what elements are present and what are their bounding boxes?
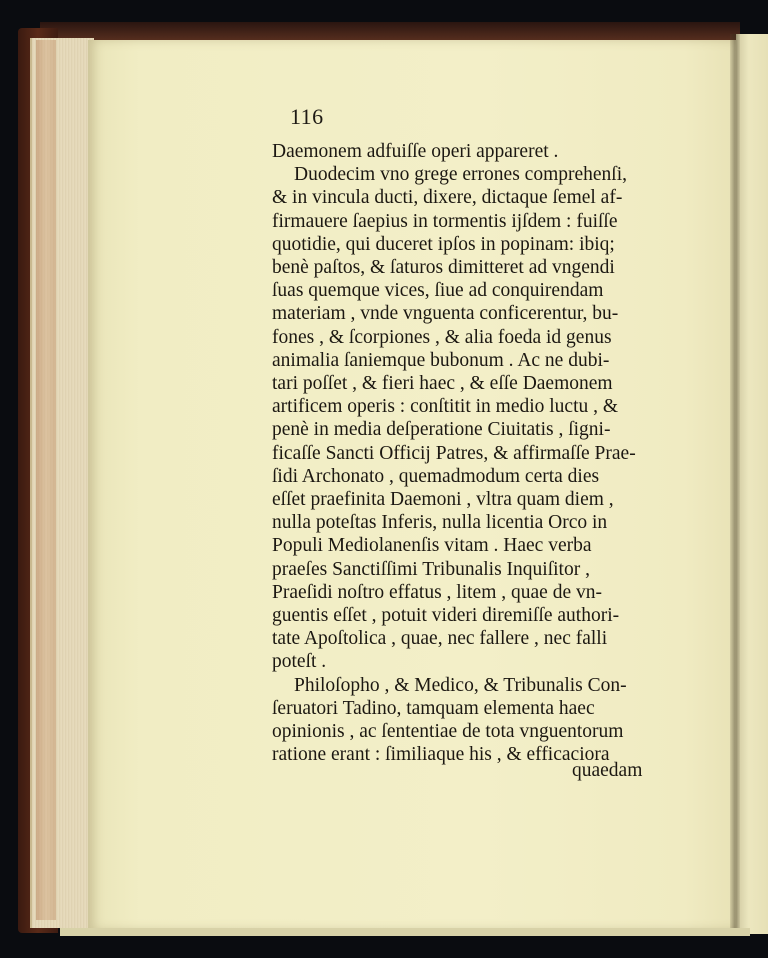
text-line: animalia ſaniemque bubonum . Ac ne dubi- (272, 349, 610, 371)
text-line: materiam , vnde vnguenta conficerentur, bu- (272, 303, 619, 325)
text-line: Philoſopho , & Medico, & Tribunalis Con- (294, 674, 627, 696)
text-line: tari poſſet , & fieri haec , & eſſe Daemonem (272, 373, 613, 395)
book-cover-top-edge (40, 22, 740, 42)
text-line: Duodecim vno grege errones comprehenſi, (294, 164, 628, 186)
text-line: nulla poteſtas Inferis, nulla licentia Orco in (272, 512, 608, 534)
text-line: & in vincula ducti, dixere, dictaque ſemel af- (272, 187, 623, 209)
text-line: Daemonem adfuiſſe operi appareret . (272, 141, 559, 162)
page-text-block (272, 140, 682, 766)
text-line: ſuas quemque vices, ſiue ad conquirendam (272, 280, 604, 302)
text-line: artificem operis : conſtitit in medio luctu , & (272, 396, 619, 418)
text-line: ficaſſe Sancti Officij Patres, & affirmaſſe Prae- (272, 442, 636, 464)
text-line: Praeſidi noſtro effatus , litem , quae de vn- (272, 581, 602, 603)
text-line: guentis eſſet , potuit videri diremiſſe authori- (272, 605, 620, 627)
text-line: benè paſtos, & ſaturos dimitteret ad vngendi (272, 257, 615, 279)
text-line: firmauere ſaepius in tormentis ijſdem : fuiſſe (272, 210, 618, 232)
text-line: fones , & ſcorpiones , & alia foeda id genus (272, 326, 612, 348)
text-line: quotidie, qui duceret ipſos in popinam: ibiq; (272, 233, 615, 255)
catchword: quaedam (572, 760, 643, 781)
text-line: Populi Mediolanenſis vitam . Haec verba (272, 535, 592, 557)
text-line: opinionis , ac ſententiae de tota vnguentorum (272, 721, 624, 743)
page-number: 116 (290, 104, 324, 129)
text-line: eſſet praefinita Daemoni , vltra quam diem , (272, 489, 614, 511)
text-line: ſeruatori Tadino, tamquam elementa haec (272, 697, 595, 719)
page-stack-tint (36, 40, 56, 920)
text-line: praeſes Sanctiſſimi Tribunalis Inquiſitor , (272, 558, 590, 580)
text-line: tate Apoſtolica , quae, nec fallere , nec falli (272, 628, 608, 650)
page-bottom-edge (60, 928, 750, 936)
text-line: penè in media deſperatione Ciuitatis , ſigni- (272, 419, 611, 441)
page-gutter (730, 34, 740, 934)
text-line: ſidi Archonato , quemadmodum certa dies (272, 465, 600, 487)
text-line: ratione erant : ſimiliaque his , & efficaciora (272, 744, 610, 766)
facing-page-edge (736, 34, 768, 934)
text-line: poteſt . (272, 651, 327, 673)
